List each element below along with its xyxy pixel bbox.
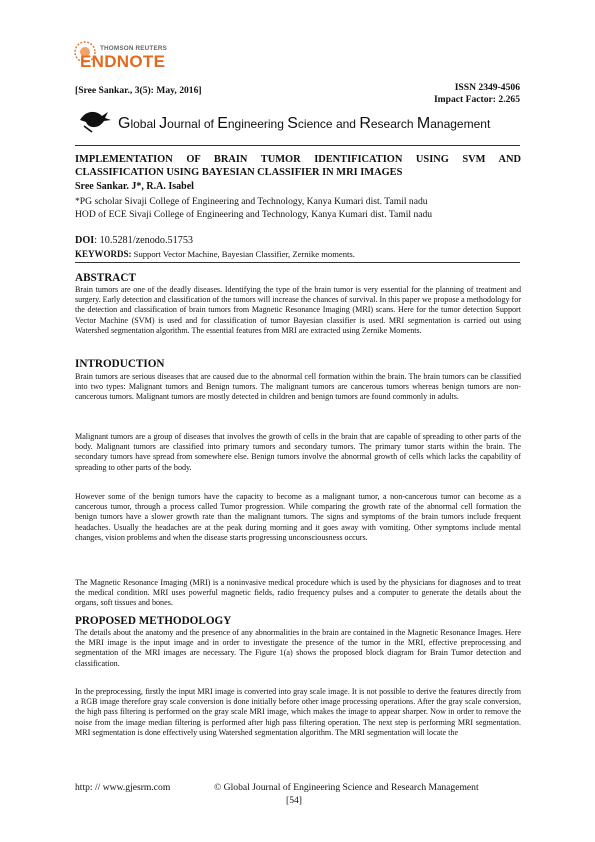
journal-word: Research: [359, 115, 417, 132]
citation: [Sree Sankar., 3(5): May, 2016]: [75, 85, 202, 96]
keywords: [75, 249, 355, 259]
intro-paragraph-1: Brain tumors are serious diseases that are caused due to the abnormal cell formation within the brain. The brain tumors can be classified into two types: Malignant tumors and Benign tumors. The malignant tumors are cancerous tumors whereas benign tumors are non-cancerous tumors. Malignant tumors are mostly detected in children and benign tumors are found commonly in adults.: [75, 372, 521, 402]
header-divider: [75, 145, 520, 146]
footer-copyright: © Global Journal of Engineering Science and Research Management: [214, 782, 479, 793]
methodology-heading: PROPOSED METHODOLOGY: [75, 615, 232, 627]
keywords-value: Support Vector Machine, Bayesian Classifier, Zernike moments.: [131, 249, 355, 259]
doi-label: DOI: [75, 235, 95, 246]
doi-value[interactable]: : 10.5281/zenodo.51753: [94, 235, 194, 246]
method-paragraph-1: The details about the anatomy and the presence of any abnormalities in the brain are contained in the Magnetic Resonance Images. Here the MRI image is the input image and in order to investigate the presence of the tumor in the MRI, effective preprocessing and segmentation of the MRI images are necessary. The Figure 1(a) shows the proposed block diagram for Brain Tumor detection and classification.: [75, 628, 521, 668]
logo-main-text: ENDNOTE: [80, 52, 166, 71]
journal-title: [118, 115, 490, 133]
affiliation-1: *PG scholar Sivaji College of Engineering and Technology, Kanya Kumari dist. Tamil nadu: [75, 196, 428, 207]
affiliation-2: HOD of ECE Sivaji College of Engineering and Technology, Kanya Kumari dist. Tamil nadu: [75, 209, 433, 220]
journal-word: Global: [118, 115, 160, 132]
page-number: [54]: [286, 795, 302, 806]
issn: ISSN 2349-4506: [454, 82, 520, 93]
issn-block: [434, 82, 520, 106]
logo-top-text: THOMSON REUTERS: [100, 45, 168, 52]
method-paragraph-2: In the preprocessing, firstly the input MRI image is converted into gray scale image. It is not possible to derive the features directly from a RGB image therefore gray scale conversion is done initially before other image processing operations. After the gray scale conversion, the high pass filtering is performed on the gray scale MRI image, which makes the image to appear sharper. Now in order to remove the noise from the image median filtering is performed after high pass filtering operation. The next step is performing MRI segmentation. MRI segmentation is done effectively using Watershed segmentation algorithm. The MRI segmentation will locate the: [75, 687, 521, 737]
abstract-text: Brain tumors are one of the deadly diseases. Identifying the type of the brain tumor is very essential for the planning of treatment and surgery. Early detection and classification of the tumors will increase the chances of survival. In this paper we propose a methodology for the detection and classification of brain tumors from Magnetic Resonance Imaging (MRI) scans. Here for the tumor detection Support Vector Machine (SVM) is used and for classification of tumor Bayesian classifier is used. MRI segmentation is carried out using Watershed segmentation algorithm. The essential features from MRI are extracted using Zernike Moments.: [75, 285, 521, 335]
keywords-label: KEYWORDS:: [75, 249, 132, 259]
journal-word: Engineering: [217, 115, 288, 132]
introduction-heading: INTRODUCTION: [75, 358, 165, 370]
intro-paragraph-2: Malignant tumors are a group of diseases that involves the growth of cells in the brain that are capable of spreading to other parts of the body. Malignant tumors are classified into primary tumors and secondary tumors. The primary tumor starts within the brain. The secondary tumors have spread from somewhere else. Benign tumors involve the abnormal growth of cells which lacks the capability of spreading to other parts of the body.: [75, 432, 521, 472]
keywords-divider: [75, 262, 520, 263]
paper-title: IMPLEMENTATION OF BRAIN TUMOR IDENTIFICATION USING SVM AND CLASSIFICATION USING BAYESIAN CLASSIFIER IN MRI IMAGES: [75, 154, 521, 178]
doi: [75, 235, 193, 246]
journal-emblem-icon: [76, 106, 114, 134]
journal-word: Journal of: [159, 115, 218, 132]
intro-paragraph-3: However some of the benign tumors have the capacity to become as a malignant tumor, a non-cancerous tumor can become as a cancerous tumor, through a process called Tumor progression. While comparing the growth rate of the abnormal cell formation the benign tumors have a slower growth rate than the malignant tumors. The signs and symptoms of the brain tumors include frequent headaches. Usually the headaches are at the peak during morning and it goes away with vomiting. Other symptoms include mental changes, vision problems and when the disease starts progressing unconsciousness occurs.: [75, 492, 521, 542]
impact-factor: Impact Factor: 2.265: [433, 94, 520, 105]
authors: Sree Sankar. J*, R.A. Isabel: [75, 181, 194, 192]
footer-url[interactable]: http: // www.gjesrm.com: [75, 782, 171, 793]
abstract-heading: ABSTRACT: [75, 272, 136, 284]
journal-word: Science and: [287, 115, 360, 132]
journal-word: Management: [416, 115, 491, 132]
intro-paragraph-4: The Magnetic Resonance Imaging (MRI) is a noninvasive medical procedure which is used by the physicians for diagnoses and to treat the medical condition. MRI uses powerful magnetic fields, radio frequency pulses and a computer to generate the details about the organs, soft tissues and bones.: [75, 578, 521, 608]
